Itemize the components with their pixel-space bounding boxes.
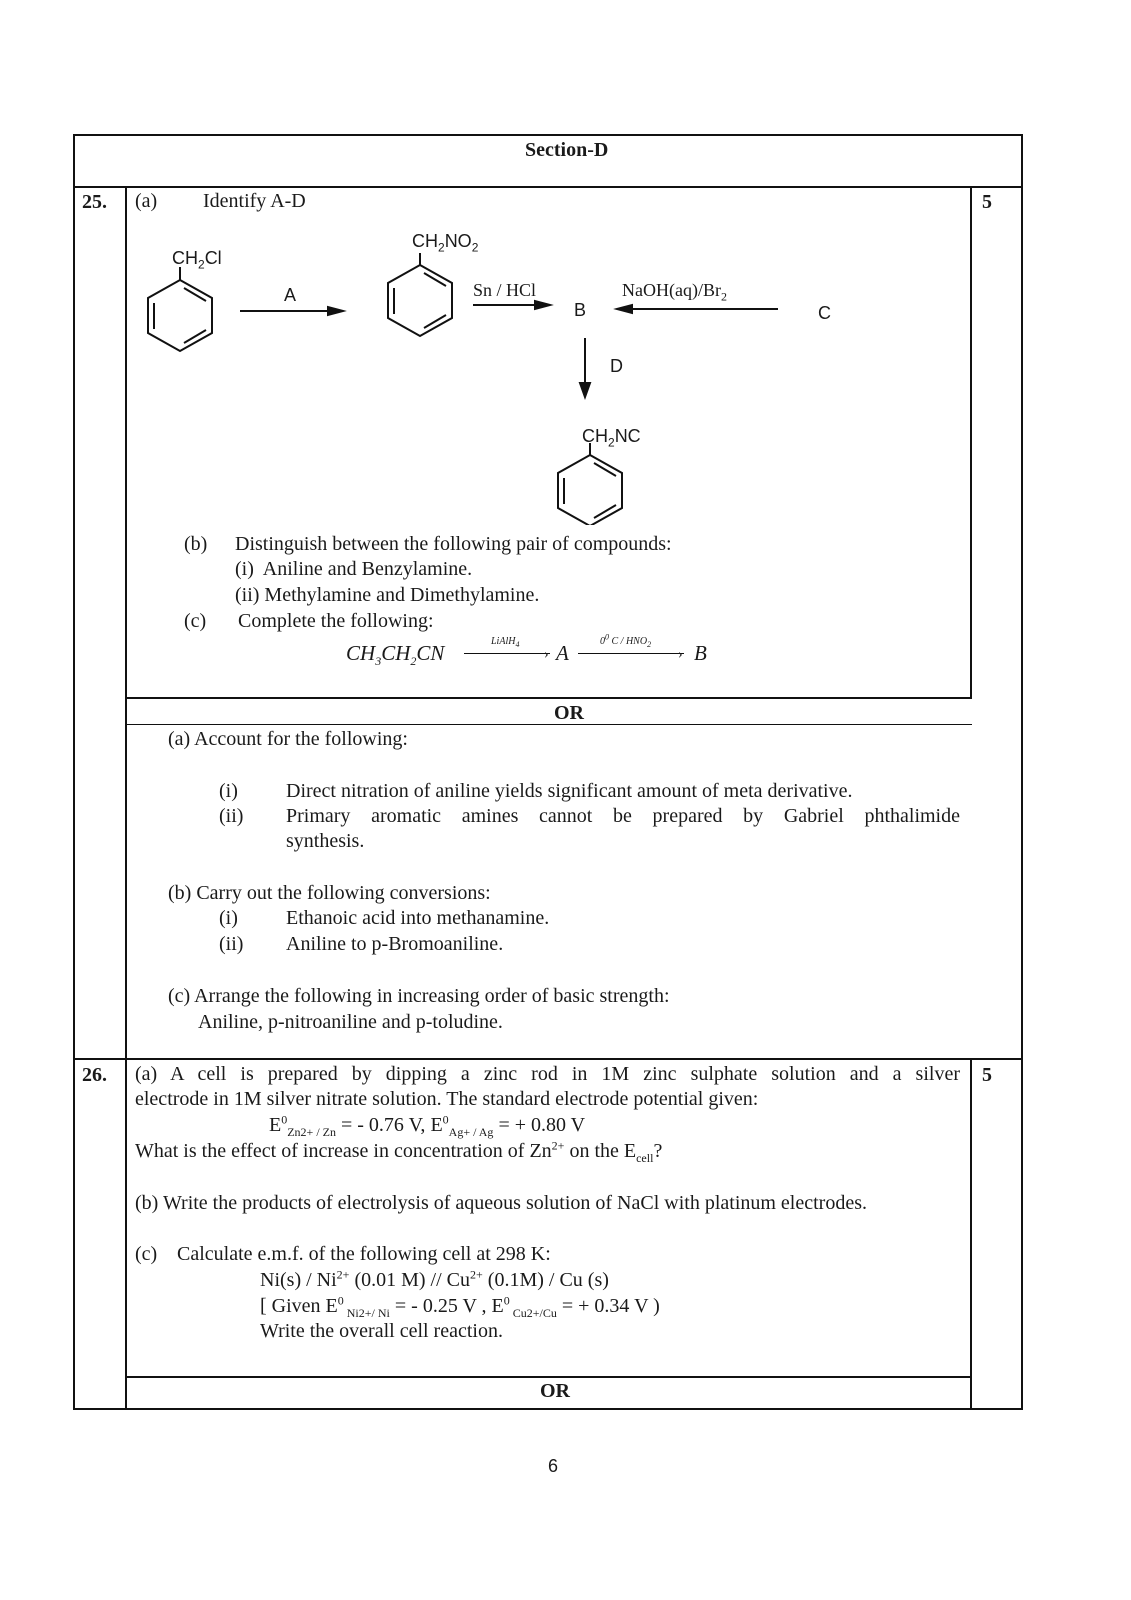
q26-c-label: (c) xyxy=(135,1243,158,1265)
arrow-a-label: A xyxy=(284,285,297,305)
benzyl-chloride-label: $CH_2Cl$ xyxy=(172,248,222,272)
table-border-bottom xyxy=(73,1408,1023,1410)
product-a-label: A xyxy=(556,641,569,665)
node-b-label: B xyxy=(574,300,587,320)
or-divider-bottom-25 xyxy=(125,724,972,725)
q25-c-label: (c) xyxy=(184,610,207,632)
q26-c-cell: $Ni(s) / Ni^{2+}$ (0.01 $M) // Cu^{2+}$ (0.1M) / Cu (s) xyxy=(260,1267,609,1291)
section-title: Section-D xyxy=(525,139,609,161)
reaction-scheme-diagram xyxy=(130,225,850,525)
nitromethylbenzene-label: $CH_2NO_2$ xyxy=(412,231,479,255)
alt-c-line2: Aniline, p-nitroaniline and p-toludine. xyxy=(198,1011,503,1033)
benzene-ring-icons xyxy=(130,225,850,525)
table-border-right xyxy=(1021,134,1023,1410)
alt-c-text: (c) Arrange the following in increasing order of basic strength: xyxy=(168,985,670,1007)
q25-b-item-2: (ii) Methylamine and Dimethylamine. xyxy=(235,584,540,606)
q26-a-line1: (a) A cell is prepared by dipping a zinc rod in 1M zinc sulphate solution and a silver xyxy=(135,1063,960,1085)
reaction-arrow-1 xyxy=(464,653,550,654)
naoh-br2-label: $NaOH(aq)/Br_2$ xyxy=(622,280,727,304)
q26-a-line2: electrode in 1M silver nitrate solution. The standard electrode potential given: xyxy=(135,1088,759,1110)
alt-a-text: (a) Account for the following: xyxy=(168,728,408,750)
node-c-label: C xyxy=(818,303,831,323)
reagent-2-label: $0^0$ C / $HNO_2$ xyxy=(600,632,652,649)
or-label-25: OR xyxy=(554,702,584,724)
q26-b-text: (b) Write the products of electrolysis of aqueous solution of NaCl with platinum electrodes. xyxy=(135,1192,867,1214)
or-divider-top-26 xyxy=(125,1376,972,1378)
question-number-26: 26. xyxy=(82,1064,107,1086)
q25-b-text: Distinguish between the following pair of compounds: xyxy=(235,533,672,555)
q26-a-equation: $E^0_{Zn2+ / Zn}$ = - 0.76 V, $E^0_{Ag+ / Ag}$ = + 0.80 V xyxy=(269,1112,586,1139)
alt-a-item-2-text: Primary aromatic amines cannot be prepared by Gabriel phthalimide xyxy=(286,805,960,827)
q25-b-label: (b) xyxy=(184,533,208,555)
question-number-25: 25. xyxy=(82,191,107,213)
benzyl-isocyanide-label: $CH_2NC$ xyxy=(582,426,641,450)
alt-a-item-2-cont: synthesis. xyxy=(286,830,365,852)
q26-divider xyxy=(73,1058,1023,1060)
alt-b-item-1-num: (i) xyxy=(219,907,238,929)
sn-hcl-label: Sn / HCl xyxy=(473,280,537,300)
q25-b-item-1: (i) Aniline and Benzylamine. xyxy=(235,558,473,580)
page-number: 6 xyxy=(548,1456,559,1476)
table-border-top xyxy=(73,134,1023,136)
question-marks-25: 5 xyxy=(982,191,992,213)
q25-a-text: Identify A-D xyxy=(203,190,306,212)
alt-a-item-2-num: (ii) xyxy=(219,805,244,827)
or-label-26: OR xyxy=(540,1380,570,1402)
alt-a-item-1-num: (i) xyxy=(219,780,238,802)
qnum-col-divider xyxy=(125,186,127,1410)
marks-col-divider xyxy=(970,186,972,698)
product-b-label: B xyxy=(694,641,707,665)
q26-c-given: [ Given $E^0$ $_{Ni2+/ Ni}$ = - 0.25 V , $E^0$ $_{Cu2+/Cu}$ = + 0.34 V ) xyxy=(260,1293,660,1320)
marks-col-divider-2 xyxy=(970,1058,972,1410)
question-marks-26: 5 xyxy=(982,1064,992,1086)
q26-c-last: Write the overall cell reaction. xyxy=(260,1320,503,1342)
q26-c-text: Calculate e.m.f. of the following cell at 298 K: xyxy=(177,1243,551,1265)
q25-c-text: Complete the following: xyxy=(238,610,434,632)
q26-a-question: What is the effect of increase in concentration of $Zn^{2+}$ on the $E_{cell}$? xyxy=(135,1138,663,1165)
alt-b-text: (b) Carry out the following conversions: xyxy=(168,882,491,904)
or-divider-top-25 xyxy=(125,697,972,699)
reagent-1-label: LiAlH$_4$ xyxy=(491,636,520,649)
reaction-arrow-2 xyxy=(578,653,684,654)
alt-b-item-2-text: Aniline to p-Bromoaniline. xyxy=(286,933,504,955)
table-border-left xyxy=(73,134,75,1410)
alt-a-item-1-text: Direct nitration of aniline yields significant amount of meta derivative. xyxy=(286,780,853,802)
node-d-label: D xyxy=(610,356,623,376)
alt-b-item-1-text: Ethanoic acid into methanamine. xyxy=(286,907,550,929)
q25-a-label: (a) xyxy=(135,190,158,212)
reaction-equation: $CH_3CH_2CN$ LiAlH$_4$ › A $0^0$ C / $HNO_2$ › B xyxy=(346,632,707,669)
alt-b-item-2-num: (ii) xyxy=(219,933,244,955)
section-divider xyxy=(73,186,1023,188)
